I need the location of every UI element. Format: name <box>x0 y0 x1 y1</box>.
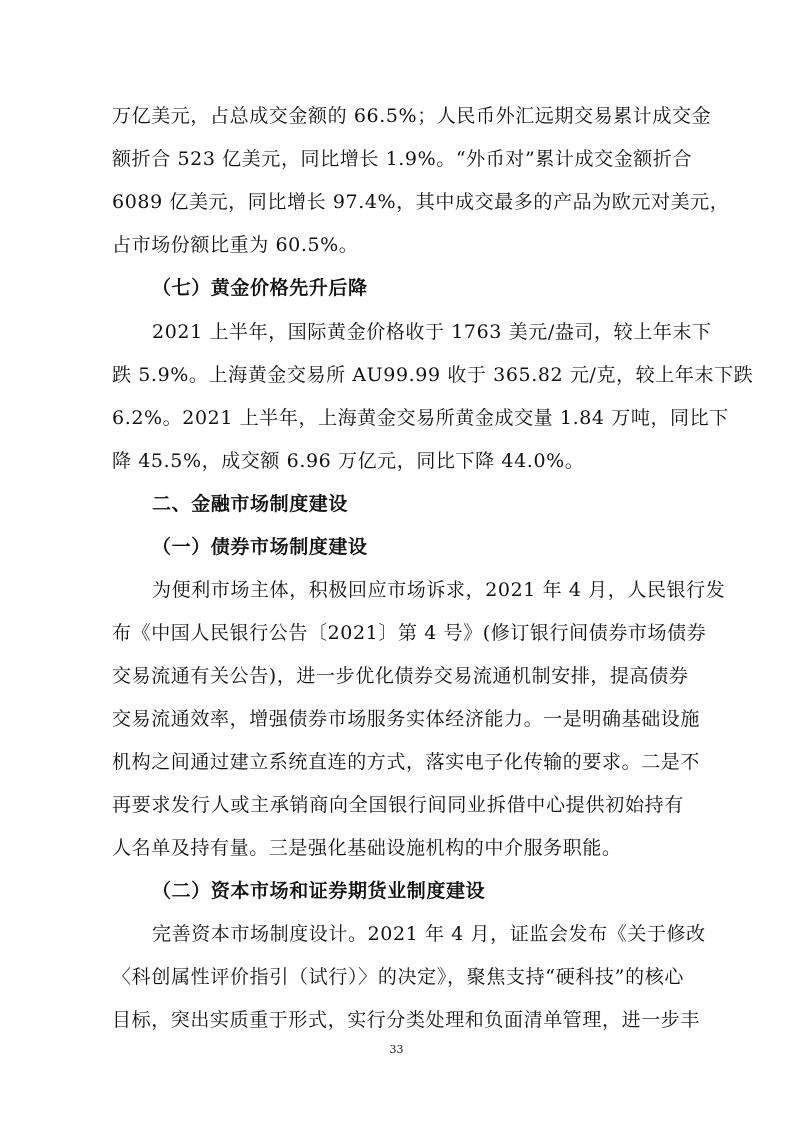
body-line: 人名单及持有量。三是强化基础设施机构的中介服务职能。 <box>112 837 622 859</box>
body-line: 目标，突出实质重于形式，实行分类处理和负面清单管理，进一步丰 <box>112 1009 701 1031</box>
body-line: 完善资本市场制度设计。2021 年 4 月，证监会发布《关于修改 <box>152 923 706 945</box>
body-line: 万亿美元，占总成交金额的 66.5%；人民币外汇远期交易累计成交金 <box>112 105 712 127</box>
body-line: 为便利市场主体，积极回应市场诉求，2021 年 4 月，人民银行发 <box>152 579 726 601</box>
section-heading-bond-market: （一）债券市场制度建设 <box>152 536 368 558</box>
body-line: 机构之间通过建立系统直连的方式，落实电子化传输的要求。二是不 <box>112 751 701 773</box>
body-line: 交易流通有关公告)，进一步优化债券交易流通机制安排，提高债券 <box>112 665 689 687</box>
body-line: 占市场份额比重为 60.5%。 <box>112 234 359 256</box>
body-line: 交易流通效率，增强债券市场服务实体经济能力。一是明确基础设施 <box>112 708 701 730</box>
section-heading-gold-price: （七）黄金价格先升后降 <box>152 277 368 299</box>
body-line: 6.2%。2021 上半年，上海黄金交易所黄金成交量 1.84 万吨，同比下 <box>112 407 729 429</box>
chapter-heading-financial-market-system: 二、金融市场制度建设 <box>152 493 349 515</box>
body-line: 2021 上半年，国际黄金价格收于 1763 美元/盎司，较上年末下 <box>152 321 712 343</box>
page-number: 33 <box>389 1043 404 1056</box>
body-line: 6089 亿美元，同比增长 97.4%，其中成交最多的产品为欧元对美元， <box>112 191 730 213</box>
body-line: 再要求发行人或主承销商向全国银行间同业拆借中心提供初始持有 <box>112 794 684 816</box>
body-line: 〈科创属性评价指引（试行）〉的决定》，聚焦支持“硬科技”的核心 <box>112 966 684 988</box>
body-line: 跌 5.9%。上海黄金交易所 AU99.99 收于 365.82 元/克，较上年末下跌 <box>112 364 754 386</box>
body-line: 布《中国人民银行公告〔2021〕第 4 号》(修订银行间债券市场债券 <box>112 622 707 644</box>
section-heading-capital-market: （二）资本市场和证券期货业制度建设 <box>152 880 486 902</box>
body-line: 降 45.5%，成交额 6.96 万亿元，同比下降 44.0%。 <box>112 450 585 472</box>
body-line: 额折合 523 亿美元，同比增长 1.9%。“外币对”累计成交金额折合 <box>112 148 693 170</box>
